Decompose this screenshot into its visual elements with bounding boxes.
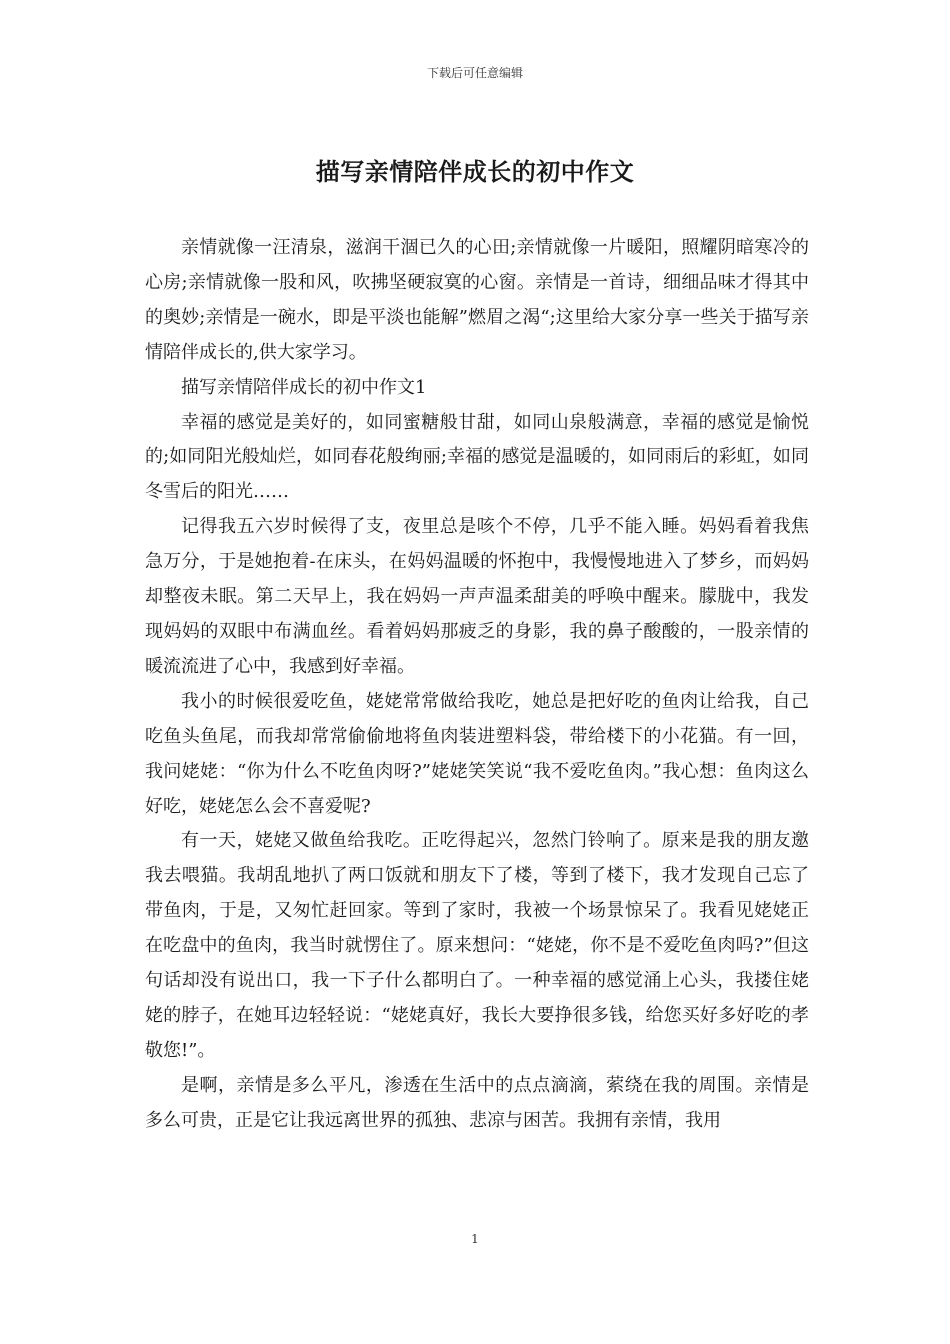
- section-heading: 描写亲情陪伴成长的初中作文1: [181, 376, 427, 398]
- document-body: [145, 231, 809, 1139]
- paragraph: 幸福的感觉是美好的，如同蜜糖般甘甜，如同山泉般满意，幸福的感觉是愉悦的;如同阳光般灿烂，如同春花般绚丽;幸福的感觉是温暖的，如同雨后的彩虹，如同冬雪后的阳光……: [145, 411, 809, 503]
- document-title: 描写亲情陪伴成长的初中作文: [315, 157, 635, 186]
- paragraph: 记得我五六岁时候得了支，夜里总是咳个不停，几乎不能入睡。妈妈看着我焦急万分，于是她抱着-在床头，在妈妈温暖的怀抱中，我慢慢地进入了梦乡，而妈妈却整夜未眠。第二天早上，我在妈妈一声声温柔甜美的呼唤中醒来。朦胧中，我发现妈妈的双眼中布满血丝。看着妈妈那疲乏的身影，我的鼻子酸酸的，一股亲情的暖流流进了心中，我感到好幸福。: [145, 516, 809, 677]
- paragraph: 我小的时候很爱吃鱼，姥姥常常做给我吃，她总是把好吃的鱼肉让给我，自己吃鱼头鱼尾，而我却常常偷偷地将鱼肉装进塑料袋，带给楼下的小花猫。有一回，我问姥姥：“你为什么不吃鱼肉呀?”姥姥笑笑说“我不爱吃鱼肉。”我心想：鱼肉这么好吃，姥姥怎么会不喜爱呢?: [145, 690, 809, 817]
- paragraph: 是啊，亲情是多么平凡，渗透在生活中的点点滴滴，萦绕在我的周围。亲情是多么可贵，正是它让我远离世界的孤独、悲凉与困苦。我拥有亲情，我用: [145, 1074, 809, 1131]
- page-number: 1: [471, 1232, 479, 1246]
- paragraph-intro: 亲情就像一汪清泉，滋润干涸已久的心田;亲情就像一片暖阳，照耀阴暗寒冷的心房;亲情就像一股和风，吹拂坚硬寂寞的心窗。亲情是一首诗，细细品味才得其中的奥妙;亲情是一碗水，即是平淡也能解”燃眉之渴“;这里给大家分享一些关于描写亲情陪伴成长的,供大家学习。: [145, 237, 809, 363]
- page-header-note: 下载后可任意编辑: [426, 66, 523, 80]
- paragraph: 有一天，姥姥又做鱼给我吃。正吃得起兴，忽然门铃响了。原来是我的朋友邀我去喂猫。我胡乱地扒了两口饭就和朋友下了楼，等到了楼下，我才发现自己忘了带鱼肉，于是，又匆忙赶回家。等到了家时，我被一个场景惊呆了。我看见姥姥正在吃盘中的鱼肉，我当时就愣住了。原来想问：“姥姥，你不是不爱吃鱼肉吗?”但这句话却没有说出口，我一下子什么都明白了。一种幸福的感觉涌上心头，我搂住姥姥的脖子，在她耳边轻轻说：“姥姥真好，我长大要挣很多钱，给您买好多好吃的孝敬您!”。: [145, 830, 809, 1061]
